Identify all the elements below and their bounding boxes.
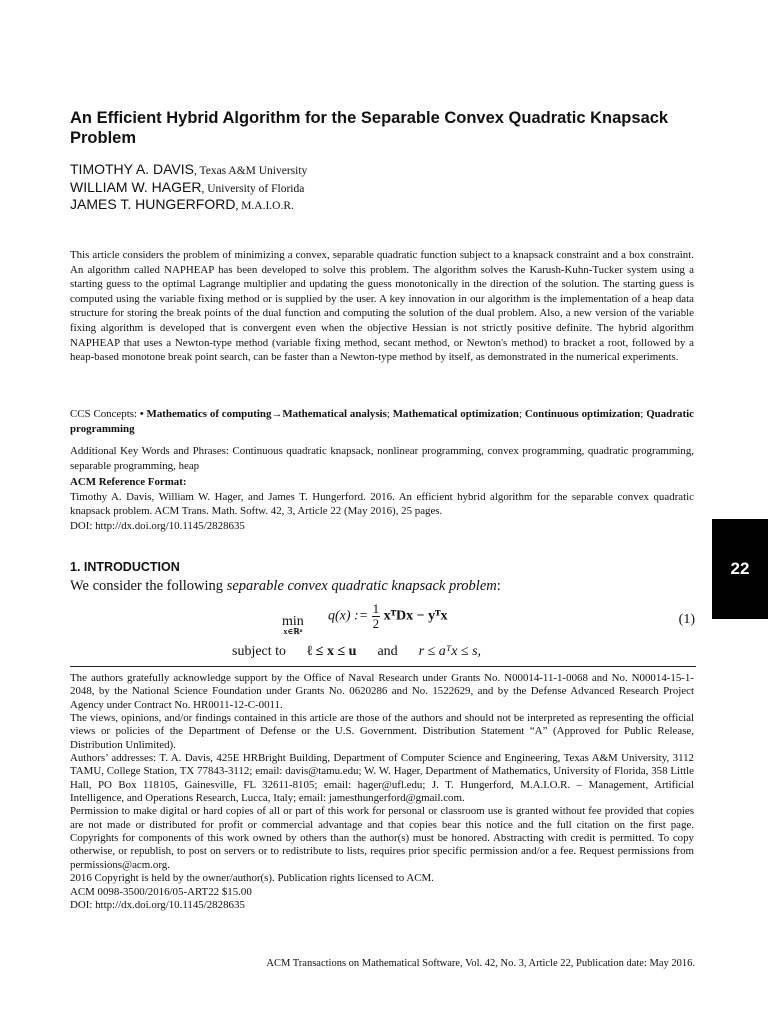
ccs-item: Mathematics of computing xyxy=(146,408,272,420)
acm-reference-doi[interactable]: DOI: http://dx.doi.org/10.1145/2828635 xyxy=(70,519,245,532)
author-name: JAMES T. HUNGERFORD xyxy=(70,196,236,212)
intro-paragraph xyxy=(70,578,694,595)
equation-box-constraint: ℓ ≤ x ≤ u xyxy=(307,644,357,659)
equation-number: (1) xyxy=(678,612,695,627)
intro-lead: We consider the following xyxy=(70,578,224,594)
equation-and: and xyxy=(377,644,398,659)
keywords-label: Additional Key Words and Phrases: xyxy=(70,445,229,457)
equation-objective xyxy=(328,602,448,631)
footnote-paragraph: The authors gratefully acknowledge support by the Office of Naval Research under Grants No. N00014-11-1-0068 and No. N00014-15-1-2048, by the National Science Foundation under Grants No. 0620286 and No. 1522629, and by the Defense Advanced Research Project Agency under Contract No. HR0011-12-C-0011. xyxy=(70,672,694,711)
author-name: TIMOTHY A. DAVIS xyxy=(70,161,194,177)
footnote-divider xyxy=(70,666,696,667)
footnotes xyxy=(70,672,694,912)
author-affiliation: University of Florida xyxy=(207,182,305,195)
article-number-tab: 22 xyxy=(712,519,768,619)
ccs-item: Mathematical analysis xyxy=(282,408,387,420)
running-footer: ACM Transactions on Mathematical Software, Vol. 42, No. 3, Article 22, Publication date: May 2016. xyxy=(266,958,695,969)
equation-terms: xᵀDx − yᵀx xyxy=(383,608,448,624)
section-heading xyxy=(70,560,180,574)
footnote-paragraph: ACM 0098-3500/2016/05-ART22 $15.00 xyxy=(70,885,252,898)
equation-lhs: q(x) := xyxy=(328,608,369,624)
footnote-paragraph: Authors’ addresses: T. A. Davis, 425E HRBright Building, Department of Computer Science and Engineering, Texas A&M University, 3112 TAMU, College Station, TX 77843-3112; email: davis@tamu.edu; W. W. Hager, Department of Mathematics, University of Florida, 358 Little Hall, PO Box 118105, Gainesville, FL 32611-8105; email: hager@ufl.edu; J. T. Hungerford, M.A.I.O.R. – Management, Artificial Intelligence, and Operations Research, Lucca, Italy; email: jamesthungerford@gmail.com. xyxy=(70,752,694,805)
keywords-text: Continuous quadratic knapsack, nonlinear programming, convex programming, quadratic programming, separable programming, heap xyxy=(70,445,695,472)
equation-subject-to: subject to xyxy=(232,644,287,659)
acm-reference xyxy=(70,475,694,533)
acm-reference-heading: ACM Reference Format: xyxy=(70,476,187,488)
equation-constraints xyxy=(232,644,481,660)
equation-knapsack-constraint: r ≤ aᵀx ≤ s, xyxy=(418,644,482,659)
ccs-concepts: CCS Concepts: • Mathematics of computing→Mathematical analysis; Mathematical optimization; Continuous optimization; Quadratic programming xyxy=(70,408,694,435)
author-list xyxy=(70,162,690,215)
ccs-item: Quadratic programming xyxy=(70,408,694,435)
footnote-paragraph: 2016 Copyright is held by the owner/author(s). Publication rights licensed to ACM. xyxy=(70,872,434,885)
section-number: 1. xyxy=(70,560,81,574)
author-name: WILLIAM W. HAGER xyxy=(70,178,202,195)
intro-emphasis: separable convex quadratic knapsack problem xyxy=(226,578,497,594)
equation-block xyxy=(70,598,695,664)
author-entry: TIMOTHY A. DAVIS, Texas A&M University xyxy=(70,161,308,177)
paper-title: An Efficient Hybrid Algorithm for the Separable Convex Quadratic Knapsack Problem xyxy=(70,109,669,147)
author-affiliation: Texas A&M University xyxy=(199,165,308,177)
ccs-arrow: → xyxy=(271,408,283,420)
author-entry: WILLIAM W. HAGER, University of Florida xyxy=(70,178,305,195)
equation-min-operator: min x∈ℝⁿ xyxy=(282,614,304,636)
equation-fraction: $\frac{1}{2}$ xyxy=(372,601,380,631)
ccs-item: Continuous optimization xyxy=(524,408,641,420)
equation-min-domain: x∈ℝⁿ xyxy=(283,627,303,636)
ccs-item: Mathematical optimization xyxy=(392,408,519,420)
footnote-paragraph: The views, opinions, and/or findings contained in this article are those of the authors and should not be interpreted as representing the official views or policies of the Department of Defense or the U.S. Government. Distribution Statement “A” (Approved for Public Release, Distribution Unlimited). xyxy=(70,712,694,751)
keywords xyxy=(70,444,694,473)
ccs-label: CCS Concepts: xyxy=(70,408,137,420)
intro-colon: : xyxy=(496,578,501,594)
ccs-bullet: • xyxy=(139,408,144,420)
acm-reference-citation: Timothy A. Davis, William W. Hager, and James T. Hungerford. 2016. An efficient hybrid algorithm for the separable convex quadratic knapsack problem. ACM Trans. Math. Softw. 42, 3, Article 22 (May 2016), 25 pages. xyxy=(70,490,694,518)
author-affiliation: M.A.I.O.R. xyxy=(241,200,294,212)
footnote-paragraph: Permission to make digital or hard copies of all or part of this work for personal or classroom use is granted without fee provided that copies are not made or distributed for profit or commercial advantage and that copies bear this notice and the full citation on the first page. Copyrights for components of this work owned by others than the author(s) must be honored. Abstracting with credit is permitted. To copy otherwise, or republish, to post on servers or to redistribute to lists, requires prior specific permission and/or a fee. Request permissions from permissions@acm.org. xyxy=(70,805,694,871)
footnote-doi[interactable]: DOI: http://dx.doi.org/10.1145/2828635 xyxy=(70,898,245,911)
abstract: This article considers the problem of minimizing a convex, separable quadratic function subject to a knapsack constraint and a box constraint. An algorithm called NAPHEAP has been developed to solve this problem. The algorithm solves the Karush-Kuhn-Tucker system using a starting guess to the optimal Lagrange multiplier and updating the guess monotonically in the direction of the solution. The starting guess is computed using the variable fixing method or is supplied by the user. A key innovation in our algorithm is the implementation of a heap data structure for storing the break points of the dual function and computing the solution of the dual problem. Also, a new version of the variable fixing algorithm is developed that is convergent even when the objective Hessian is not strictly positive definite. The hybrid algorithm NAPHEAP that uses a Newton-type method (variable fixing method, secant method, or Newton's method) to bracket a root, followed by a heap-based monotone break point search, can be faster than a Newton-type method by itself, as demonstrated in the numerical experiments. xyxy=(70,249,694,364)
author-entry: JAMES T. HUNGERFORD, M.A.I.O.R. xyxy=(70,196,294,212)
section-title: INTRODUCTION xyxy=(83,560,180,574)
